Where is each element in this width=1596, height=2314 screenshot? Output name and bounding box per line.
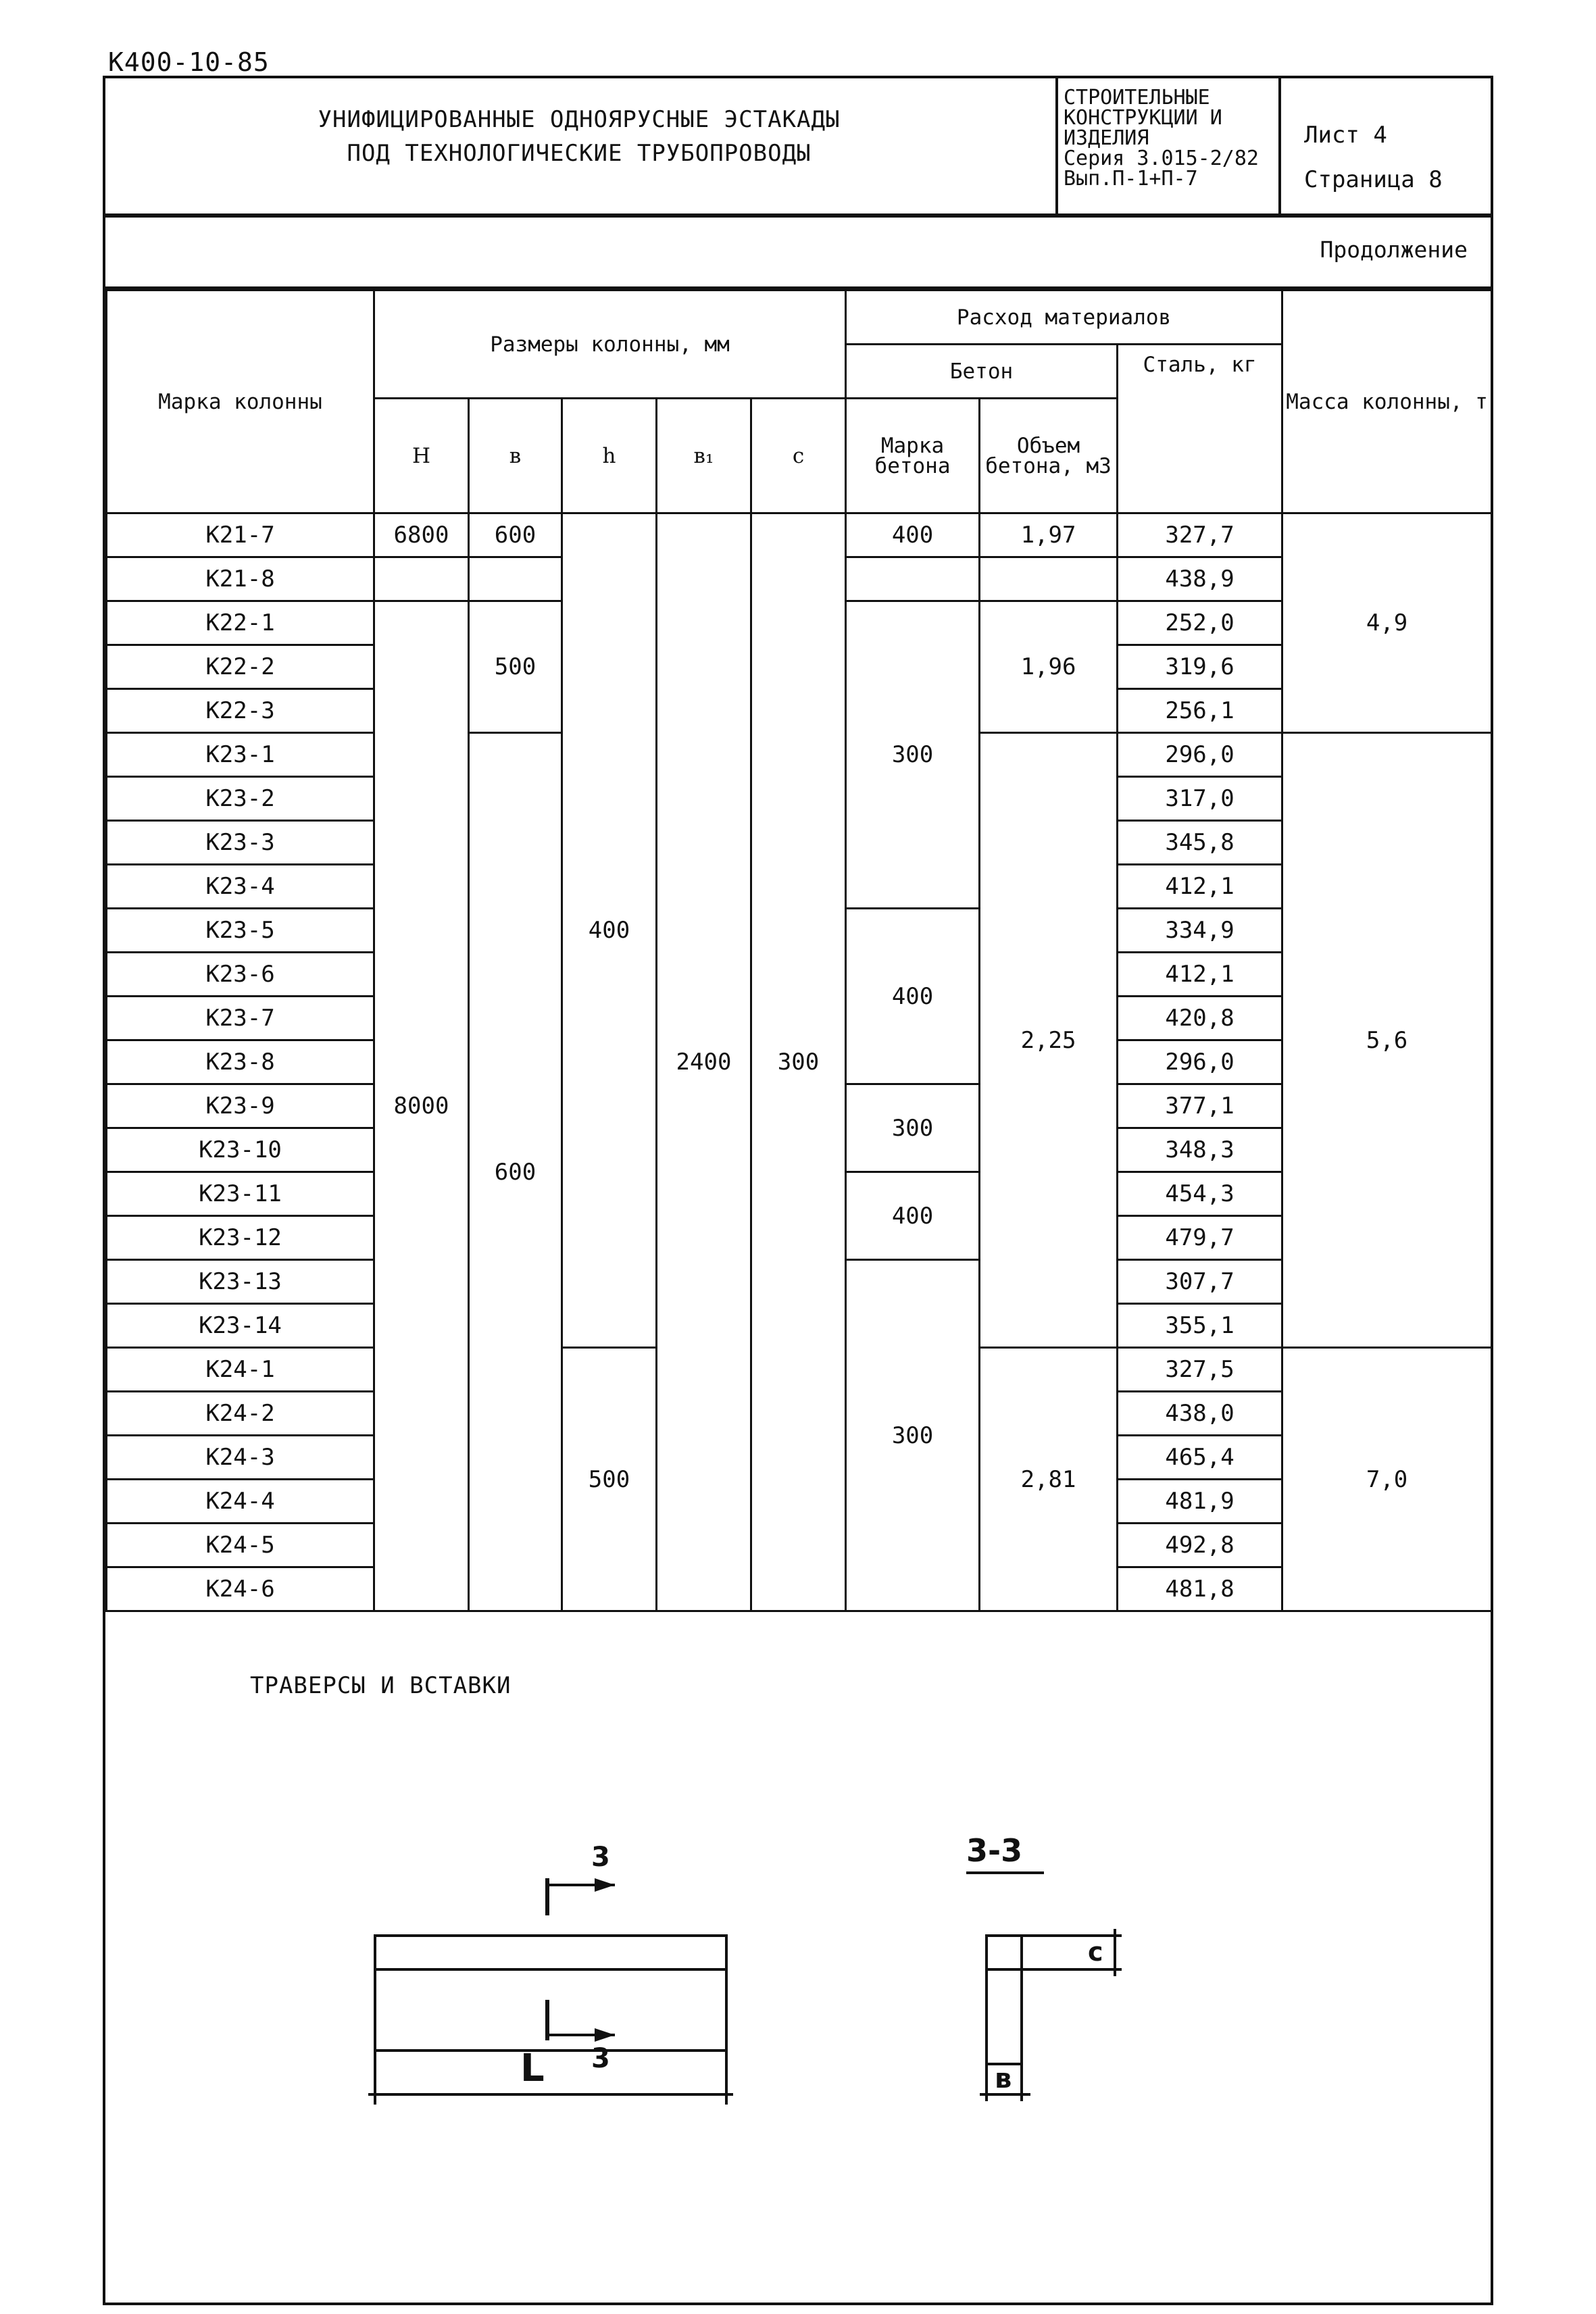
cell-steel: 355,1 xyxy=(1118,1304,1282,1348)
row-mark: К23-5 xyxy=(107,909,374,953)
row-mark: К24-6 xyxy=(107,1567,374,1611)
cell-steel: 454,3 xyxy=(1118,1172,1282,1216)
row-mark: К24-4 xyxy=(107,1480,374,1524)
section-web xyxy=(987,1936,1022,2064)
cell-volume: 1,97 xyxy=(980,513,1118,557)
cell-b1: 2400 xyxy=(657,513,751,1611)
row-mark: К23-8 xyxy=(107,1040,374,1084)
sheet-number: Лист 4 xyxy=(1304,122,1387,149)
row-mark: К24-1 xyxy=(107,1348,374,1392)
traverse-section xyxy=(966,1873,1122,2101)
header-dim-H: H xyxy=(374,399,469,513)
cell-b: 600 xyxy=(469,733,562,1611)
row-mark: К23-2 xyxy=(107,777,374,821)
cell-b: 600 xyxy=(469,513,562,557)
header-dim-b1: в₁ xyxy=(657,399,751,513)
row-mark: К23-3 xyxy=(107,821,374,865)
cell-H: 8000 xyxy=(374,601,469,1611)
row-mark: К23-6 xyxy=(107,953,374,997)
row-mark: К21-7 xyxy=(107,513,374,557)
row-mark: К22-1 xyxy=(107,601,374,645)
page-number: Страница 8 xyxy=(1304,166,1443,193)
dim-label-b: в xyxy=(995,2063,1012,2094)
header-dim-h: h xyxy=(562,399,657,513)
cell-mass: 4,9 xyxy=(1282,513,1492,733)
cell-steel: 420,8 xyxy=(1118,997,1282,1040)
cell-steel: 412,1 xyxy=(1118,953,1282,997)
cell-H: 6800 xyxy=(374,513,469,557)
document-code: К400-10-85 xyxy=(108,47,270,77)
cell-steel: 345,8 xyxy=(1118,821,1282,865)
series-line-4: Серия 3.015-2/82 xyxy=(1064,147,1259,170)
cell-volume: 2,81 xyxy=(980,1348,1118,1611)
cell-steel: 348,3 xyxy=(1118,1128,1282,1172)
cell-c: 300 xyxy=(751,513,846,1611)
cell-steel: 317,0 xyxy=(1118,777,1282,821)
cell-steel: 479,7 xyxy=(1118,1216,1282,1260)
row-mark: К23-1 xyxy=(107,733,374,777)
continuation-label: Продолжение xyxy=(1320,236,1468,263)
cell-grade: 300 xyxy=(846,1260,980,1611)
series-line-3: ИЗДЕЛИЯ xyxy=(1064,126,1149,150)
row-mark: К22-2 xyxy=(107,645,374,689)
header-concrete: Бетон xyxy=(846,345,1118,399)
cell-steel: 481,8 xyxy=(1118,1567,1282,1611)
row-mark: К24-3 xyxy=(107,1436,374,1480)
cell-volume: 2,25 xyxy=(980,733,1118,1348)
cell-grade: 300 xyxy=(846,601,980,909)
cell-steel: 492,8 xyxy=(1118,1524,1282,1567)
series-line-2: КОНСТРУКЦИИ И xyxy=(1064,106,1222,130)
section-title: ТРАВЕРСЫ И ВСТАВКИ xyxy=(250,1672,512,1699)
cell-steel: 256,1 xyxy=(1118,689,1282,733)
title-line-1: УНИФИЦИРОВАННЫЕ ОДНОЯРУСНЫЕ ЭСТАКАДЫ xyxy=(318,106,841,133)
cell-steel: 307,7 xyxy=(1118,1260,1282,1304)
header-steel: Сталь, кг xyxy=(1118,345,1282,513)
title-line-2: ПОД ТЕХНОЛОГИЧЕСКИЕ ТРУБОПРОВОДЫ xyxy=(347,140,812,167)
header-mark: Марка колонны xyxy=(107,291,374,513)
header-mass: Масса колонны, т xyxy=(1282,291,1492,513)
cell-h: 500 xyxy=(562,1348,657,1611)
cell-steel: 296,0 xyxy=(1118,733,1282,777)
row-mark: К23-14 xyxy=(107,1304,374,1348)
cell-h: 400 xyxy=(562,513,657,1348)
section-label: 3-3 xyxy=(966,1832,1023,1869)
traverse-elevation xyxy=(368,1878,733,2105)
cell-b: 500 xyxy=(469,601,562,733)
header-dim-b: в xyxy=(469,399,562,513)
cell-grade: 400 xyxy=(846,513,980,557)
row-mark: К23-7 xyxy=(107,997,374,1040)
row-mark: К23-12 xyxy=(107,1216,374,1260)
row-mark: К23-9 xyxy=(107,1084,374,1128)
row-mark: К23-11 xyxy=(107,1172,374,1216)
cell-steel: 319,6 xyxy=(1118,645,1282,689)
cell-steel: 465,4 xyxy=(1118,1436,1282,1480)
cell-grade: 400 xyxy=(846,909,980,1084)
dim-label-L: L xyxy=(520,2046,545,2090)
row-mark: К21-8 xyxy=(107,557,374,601)
row-mark: К23-4 xyxy=(107,865,374,909)
header-concrete-grade: Марка бетона xyxy=(846,399,980,513)
cut-arrow-bottom-head xyxy=(595,2028,615,2042)
traverse-body xyxy=(375,1936,726,2051)
row-mark: К24-2 xyxy=(107,1392,374,1436)
cell-steel: 334,9 xyxy=(1118,909,1282,953)
row-mark: К23-13 xyxy=(107,1260,374,1304)
header-concrete-volume: Объем бетона, м3 xyxy=(980,399,1118,513)
cell-steel: 327,5 xyxy=(1118,1348,1282,1392)
cut-label-bottom: 3 xyxy=(591,2043,610,2074)
cell-steel: 327,7 xyxy=(1118,513,1282,557)
row-mark: К23-10 xyxy=(107,1128,374,1172)
cell-steel: 438,0 xyxy=(1118,1392,1282,1436)
cell-grade: 300 xyxy=(846,1084,980,1172)
cell-mass: 5,6 xyxy=(1282,733,1492,1348)
cell-steel: 438,9 xyxy=(1118,557,1282,601)
header-dim-c: c xyxy=(751,399,846,513)
header-materials: Расход материалов xyxy=(846,291,1282,345)
header-dimensions: Размеры колонны, мм xyxy=(374,291,846,399)
cell-steel: 252,0 xyxy=(1118,601,1282,645)
dim-label-c: c xyxy=(1088,1937,1103,1967)
cell-steel: 296,0 xyxy=(1118,1040,1282,1084)
row-mark: К22-3 xyxy=(107,689,374,733)
cell-volume: 1,96 xyxy=(980,601,1118,733)
cut-label-top: 3 xyxy=(591,1842,610,1873)
cell-steel: 377,1 xyxy=(1118,1084,1282,1128)
row-mark: К24-5 xyxy=(107,1524,374,1567)
cell-steel: 481,9 xyxy=(1118,1480,1282,1524)
series-line-1: СТРОИТЕЛЬНЫЕ xyxy=(1064,86,1210,109)
cell-steel: 412,1 xyxy=(1118,865,1282,909)
cut-arrow-top-head xyxy=(595,1878,615,1892)
cell-grade: 400 xyxy=(846,1172,980,1260)
cell-mass: 7,0 xyxy=(1282,1348,1492,1611)
series-line-5: Вып.П-1+П-7 xyxy=(1064,167,1198,191)
